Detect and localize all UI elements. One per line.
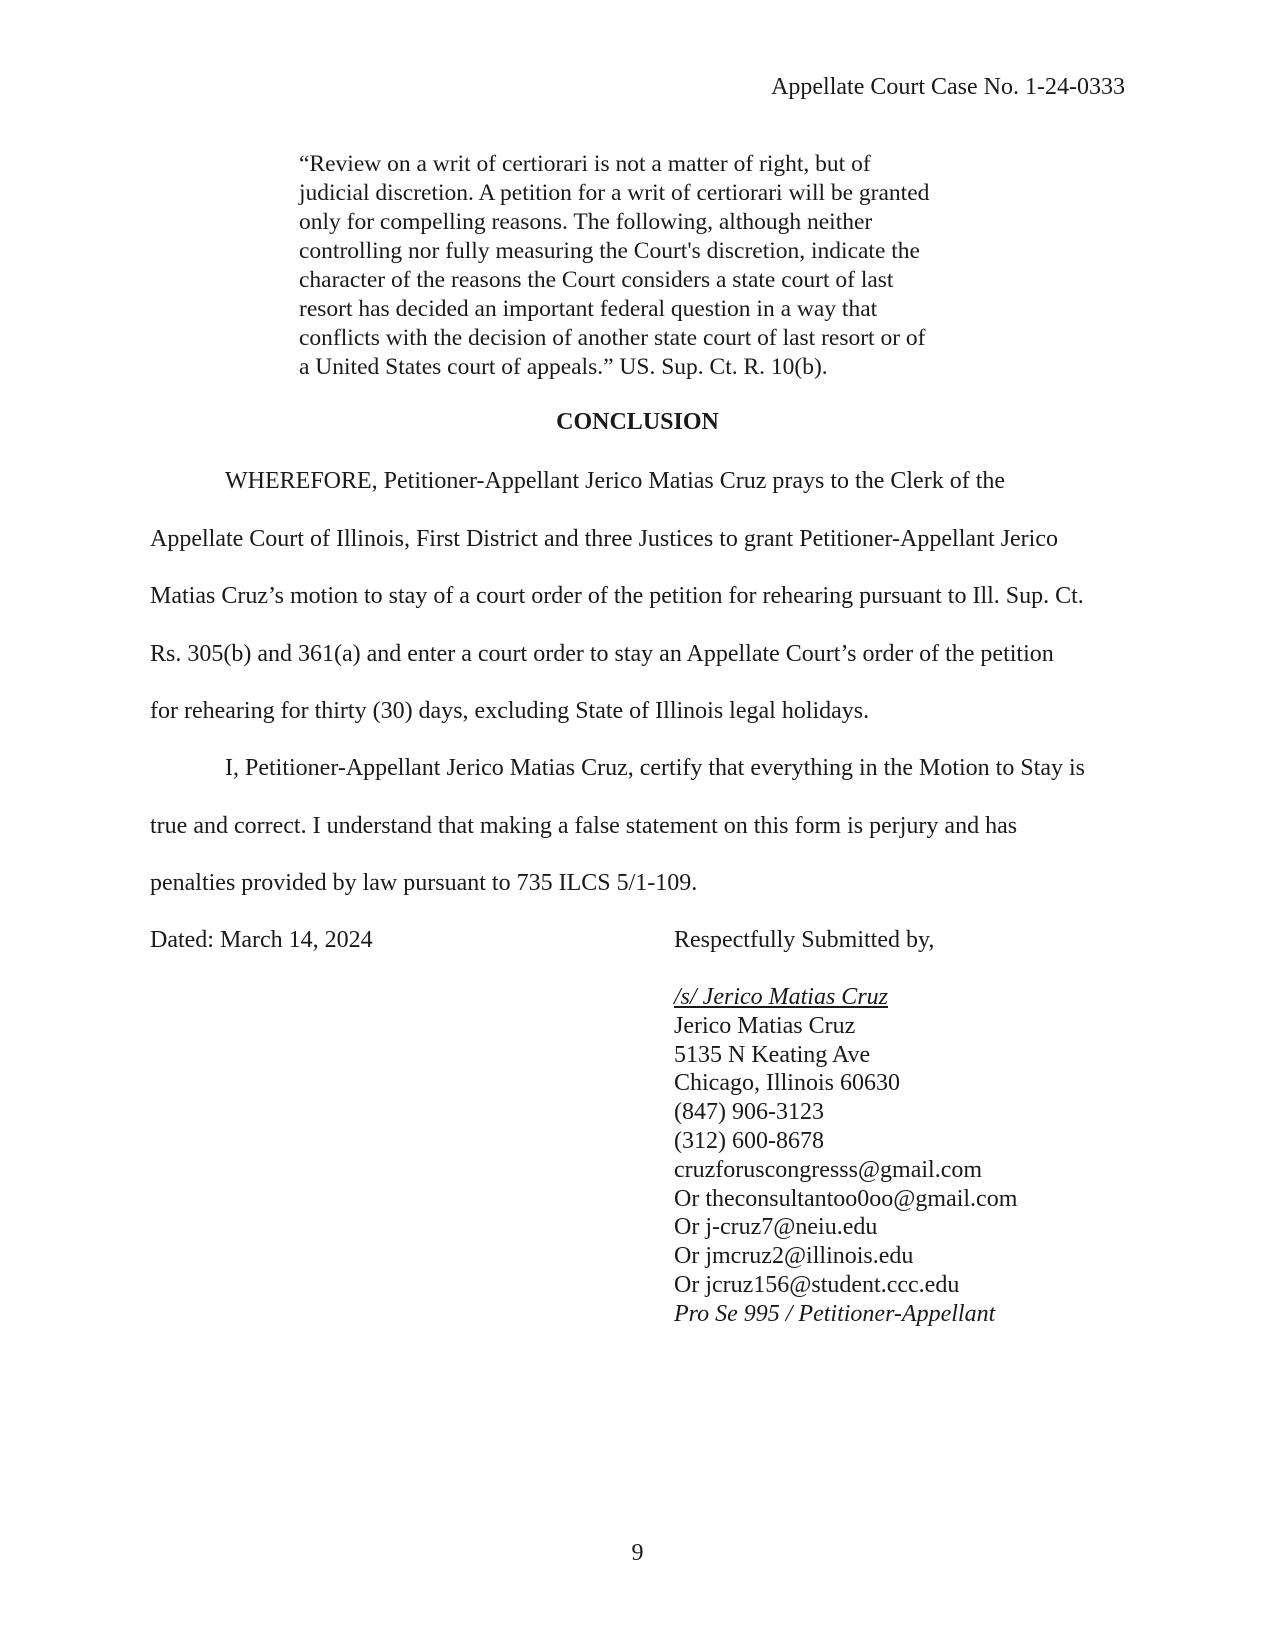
paragraph-line: I, Petitioner-Appellant Jerico Matias Cruz, certify that everything in the Motion to Stay is xyxy=(225,755,1085,781)
paragraph-line: true and correct. I understand that making a false statement on this form is perjury and has xyxy=(150,812,1018,839)
email-address: Or jcruz156@student.ccc.edu xyxy=(674,1271,960,1298)
city-state-zip: Chicago, Illinois 60630 xyxy=(674,1070,900,1097)
paragraph-line: Appellate Court of Illinois, First District and three Justices to grant Petitioner-Appellant Jerico xyxy=(150,525,1058,552)
electronic-signature: /s/ Jerico Matias Cruz xyxy=(674,984,888,1010)
respectfully-submitted: Respectfully Submitted by, xyxy=(674,927,935,953)
paragraph-line: penalties provided by law pursuant to 735 ILCS 5/1-109. xyxy=(150,870,698,896)
phone-number: (312) 600-8678 xyxy=(674,1127,824,1154)
dated-line: Dated: March 14, 2024 xyxy=(150,927,373,953)
street-address: 5135 N Keating Ave xyxy=(674,1041,871,1068)
email-address: Or theconsultantoo0oo@gmail.com xyxy=(674,1185,1018,1212)
signer-role: Pro Se 995 / Petitioner-Appellant xyxy=(674,1300,996,1327)
paragraph-line: WHEREFORE, Petitioner-Appellant Jerico Matias Cruz prays to the Clerk of the xyxy=(225,468,1006,494)
paragraph-line: for rehearing for thirty (30) days, excluding State of Illinois legal holidays. xyxy=(150,698,870,724)
phone-number: (847) 906-3123 xyxy=(674,1099,824,1126)
quote-line: conflicts with the decision of another state court of last resort or of xyxy=(299,325,926,351)
quote-line: a United States court of appeals.” US. Sup. Ct. R. 10(b). xyxy=(299,354,828,380)
email-address: Or j-cruz7@neiu.edu xyxy=(674,1214,878,1241)
case-number-header: Appellate Court Case No. 1-24-0333 xyxy=(771,74,1125,100)
quote-line: controlling nor fully measuring the Court's discretion, indicate the xyxy=(299,238,920,264)
quote-line: “Review on a writ of certiorari is not a matter of right, but of xyxy=(299,151,871,177)
paragraph-line: Matias Cruz’s motion to stay of a court order of the petition for rehearing pursuant to Ill. Sup. Ct. xyxy=(150,583,1084,609)
wherefore-paragraph xyxy=(150,453,1130,741)
block-quote xyxy=(299,150,989,382)
quote-line: only for compelling reasons. The following, although neither xyxy=(299,209,873,235)
page-number: 9 xyxy=(631,1540,644,1566)
signer-name: Jerico Matias Cruz xyxy=(674,1012,856,1039)
email-address: cruzforuscongresss@gmail.com xyxy=(674,1156,983,1183)
paragraph-line: Rs. 305(b) and 361(a) and enter a court order to stay an Appellate Court’s order of the petition xyxy=(150,640,1054,667)
quote-line: resort has decided an important federal question in a way that xyxy=(299,296,878,322)
quote-line: judicial discretion. A petition for a writ of certiorari will be granted xyxy=(299,180,930,206)
quote-line: character of the reasons the Court considers a state court of last xyxy=(299,267,894,293)
signature-block xyxy=(674,983,1017,1329)
email-address: Or jmcruz2@illinois.edu xyxy=(674,1243,914,1270)
section-heading: CONCLUSION xyxy=(556,409,719,435)
certification-paragraph xyxy=(150,740,1130,913)
